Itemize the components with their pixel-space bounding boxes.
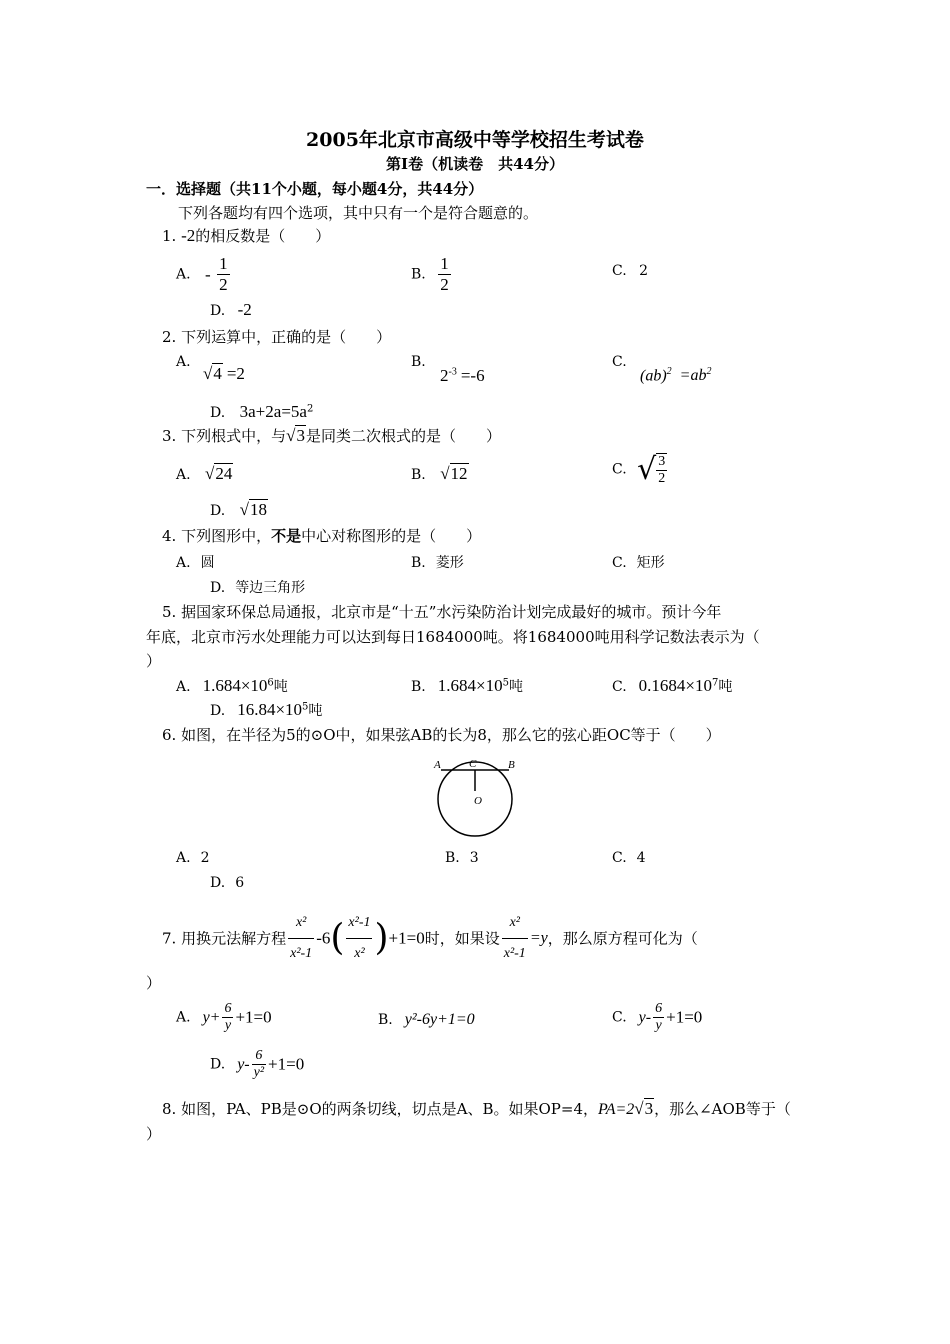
fraction: $\frac{3}{2}$	[658, 453, 666, 486]
label-c: C	[469, 758, 477, 770]
sqrt: √3	[634, 1099, 654, 1118]
section-instruction: 下列各题均有四个选项，其中只有一个是符合题意的。	[178, 204, 539, 222]
q3-option-c[interactable]: C. √ $\frac{3}{2}$	[612, 452, 666, 487]
q1-option-c[interactable]	[612, 263, 648, 279]
question-4: 4. 下列图形中，不是中心对称图形的是（ ）	[162, 527, 482, 545]
q3-option-d[interactable]	[210, 500, 268, 520]
q6-option-c[interactable]: C. 4	[612, 850, 646, 866]
option-sign: -	[205, 264, 211, 284]
fraction: $\frac{\text{x²-1}}{\text{x²}}$	[346, 908, 372, 969]
option-label: A.	[176, 467, 191, 483]
page-subtitle: 第Ⅰ卷（机读卷 共44分）	[386, 155, 564, 173]
fraction: $\frac{\text{x²}}{\text{x²-1}}$	[288, 908, 314, 969]
q4-option-a[interactable]: A. 圆	[176, 555, 215, 571]
q2-option-c[interactable]: $(ab)^2 =ab^2$	[640, 366, 712, 385]
question-stem: 的相反数是（ ）	[195, 227, 331, 245]
question-stem: 下列运算中，正确的是（ ）	[181, 328, 392, 346]
label-o: O	[474, 795, 482, 807]
question-7: 7. 用换元法解方程 $\frac{\text{x²}}{\text{x²-1}}$ -6( $\frac{\text{x²-1}}{\text{x²}}$ )+1=0时，如果设 $\frac{\text{x²}}{\text{x²-1}}$ =y，那么原方程可化为（	[162, 908, 698, 969]
question-8-tail: ）	[146, 1125, 162, 1143]
sqrt: √12	[440, 464, 468, 483]
q2-option-a[interactable]: √4 =2	[203, 364, 245, 383]
option-label: C.	[612, 263, 627, 279]
question-2	[162, 327, 391, 347]
q2-option-d[interactable]: D. $3a+2a=5a^2$	[210, 402, 314, 421]
sqrt: √24	[205, 464, 233, 483]
q7-option-d[interactable]: D. y- $\frac{6}{\text{y²}}$ +1=0	[210, 1048, 305, 1080]
label-b: B	[508, 759, 515, 771]
label-a: A	[434, 759, 441, 771]
option-label: A.	[176, 266, 191, 283]
q6-option-d[interactable]: D. 6	[210, 875, 245, 891]
q2-option-c-label[interactable]: C.	[612, 354, 627, 370]
question-number: 1.	[162, 227, 177, 245]
question-5-line3: ）	[146, 652, 162, 670]
q6-option-b[interactable]: B. 3	[445, 850, 479, 866]
fraction: $\frac{6}{y}$	[655, 1001, 663, 1033]
option-label: C.	[612, 461, 627, 478]
q1-option-b[interactable]	[411, 254, 453, 295]
q2-option-b-label[interactable]: B.	[411, 354, 426, 370]
fraction: $\frac{1}{2}$	[219, 254, 228, 294]
q1-option-d[interactable]	[210, 300, 252, 320]
q4-option-b[interactable]: B. 菱形	[411, 555, 464, 571]
option-label: D.	[210, 405, 226, 421]
q5-option-b[interactable]: B. $1.684\times 10^5$吨	[411, 676, 523, 695]
question-number: 2.	[162, 328, 177, 346]
option-text: -2	[237, 300, 252, 319]
question-5-line1: 5. 据国家环保总局通报，北京市是“十五”水污染防治计划完成最好的城市。预计今年	[162, 603, 722, 621]
q3-option-b[interactable]	[411, 464, 469, 484]
math-expression: -2	[181, 226, 196, 245]
fraction: $\frac{1}{2}$	[440, 254, 449, 294]
option-label: D.	[210, 503, 226, 519]
q5-option-a[interactable]: A. $1.684\times 10^6$吨	[176, 676, 288, 695]
fraction: $\frac{6}{\text{y²}}$	[253, 1048, 265, 1080]
question-8: 8. 如图，PA、PB是⊙O的两条切线，切点是A、B。如果OP=4，PA=2√3，那么∠AOB等于（	[162, 1099, 791, 1118]
option-text: 2	[639, 263, 649, 279]
question-number: 4.	[162, 527, 177, 545]
question-5-line2: 年底，北京市污水处理能力可以达到每日1684000吨。将1684000吨用科学记数法表示为（	[146, 628, 760, 646]
circle-figure	[425, 755, 525, 840]
option-label: D.	[210, 303, 226, 319]
sqrt: √3	[286, 426, 305, 445]
question-7-tail: ）	[146, 974, 162, 992]
question-1	[162, 226, 330, 246]
question-3: 3. 下列根式中，与√3是同类二次根式的是（ ）	[162, 426, 501, 445]
option-label: B.	[411, 467, 426, 483]
question-6: 6. 如图，在半径为5的⊙O中，如果弦AB的长为8，那么它的弦心距OC等于（ ）	[162, 726, 721, 744]
fraction: $\frac{\text{x²}}{\text{x²-1}}$	[502, 908, 528, 969]
option-label: B.	[411, 266, 426, 283]
q2-option-a-label[interactable]: A.	[176, 354, 191, 370]
question-number: 3.	[162, 427, 177, 445]
q2-option-b[interactable]: $2^{-3} =-6$	[440, 366, 485, 385]
q5-option-d[interactable]: D. $16.84\times 10^5$吨	[210, 700, 323, 719]
q1-option-a[interactable]	[176, 254, 232, 295]
q3-option-a[interactable]	[176, 464, 233, 484]
q7-option-b[interactable]: B. y²-6y+1=0	[378, 1011, 475, 1028]
q6-option-a[interactable]: A. 2	[176, 850, 210, 866]
sqrt: √4	[203, 364, 222, 383]
q7-option-a[interactable]: A. y+ $\frac{6}{y}$ +1=0	[176, 1001, 272, 1033]
sqrt: √18	[239, 500, 267, 519]
q4-option-c[interactable]: C. 矩形	[612, 555, 665, 571]
section-heading: 一．选择题（共11个小题，每小题4分，共44分）	[146, 180, 484, 198]
q7-option-c[interactable]: C. y- $\frac{6}{y}$ +1=0	[612, 1001, 703, 1033]
fraction: $\frac{6}{y}$	[224, 1001, 232, 1033]
q5-option-c[interactable]: C. $0.1684\times 10^7$吨	[612, 676, 733, 695]
q4-option-d[interactable]: D. 等边三角形	[210, 580, 306, 596]
page-title: 2005年北京市高级中等学校招生考试卷	[306, 129, 644, 151]
